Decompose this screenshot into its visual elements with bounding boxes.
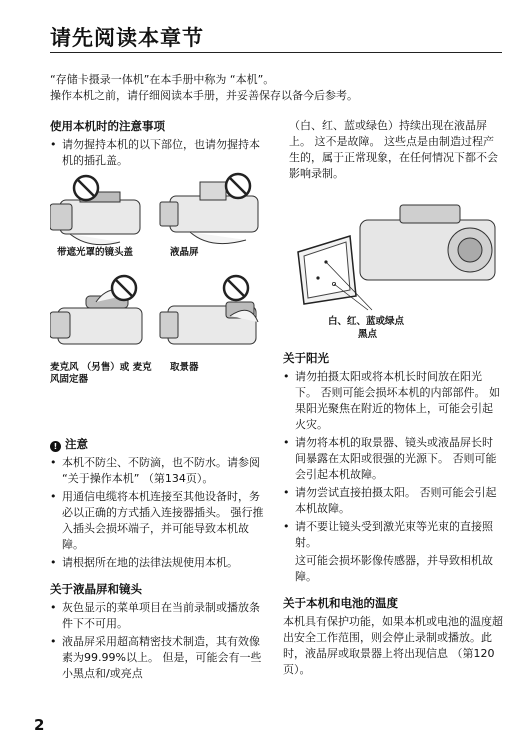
right-column-top [283,118,503,182]
laser-note: 这可能会损坏影像传感器，并导致相机故障。 [295,554,493,583]
sun-bullet: • 请不要让镜头受到激光束等光束的直接照射。 [283,519,503,551]
caution-bullet: • 用通信电缆将本机连接至其他设备时，务必以正确的方式插入连接器插头。 强行推入插头会损坏端子，并可能导致本机故障。 [50,489,265,553]
intro-line-2: 操作本机之前，请仔细阅读本手册，并妥善保存以备今后参考。 [50,89,358,102]
sun-bullet: • 请勿将本机的取景器、镜头或液晶屏长时间暴露在太阳或很强的光源下。 否则可能会引起本机故障。 [283,435,503,483]
sun-heading: 关于阳光 [283,351,329,365]
lcd-continued-paragraph: （白、红、蓝或绿色）持续出现在液晶屏上。 这不是故障。 这些点是由制造过程产生的，属于正常现象，在任何情况下都不会影响录制。 [289,119,498,180]
usage-list [50,137,265,169]
caution-bullet: • 请根据所在地的法律法规使用本机。 [50,555,265,571]
camera-lcd-figure [160,174,258,244]
lcd-dots-illustration [290,200,505,315]
caution-heading-text: 注意 [65,437,89,451]
left-column [50,118,265,171]
right-column-lower [283,350,503,678]
usage-heading: 使用本机时的注意事项 [50,119,165,133]
page-title: 请先阅读本章节 [50,26,204,50]
grip-illustration-bottom [50,272,265,360]
title-divider [50,52,502,53]
usage-bullet: • 请勿握持本机的以下部位，也请勿握持本机的插孔盖。 [50,137,265,169]
caption-viewfinder: 取景器 [170,362,199,373]
camera-lens-hood-figure [50,176,140,245]
caution-bullet: • 本机不防尘、不防滴，也不防水。请参阅 “关于操作本机” （第134页）。 [50,455,265,487]
lcd-lens-heading: 关于液晶屏和镜头 [50,582,142,596]
lcd-lens-list [50,600,265,682]
caution-list [50,455,265,571]
caution-icon: ! [50,441,61,452]
dots-caption-black: 黑点 [358,329,378,340]
dots-caption-colored: 白、红、蓝或绿点 [328,316,405,327]
caption-lens-hood: 带遮光罩的镜头盖 [57,247,134,258]
sun-bullet: • 请勿拍摄太阳或将本机长时间放在阳光下。 否则可能会损坏本机的内部部件。 如果阳光聚焦在附近的物体上，可能会引起火灾。 [283,369,503,433]
sun-list [283,369,503,551]
temperature-heading: 关于本机和电池的温度 [283,596,398,610]
temperature-paragraph: 本机具有保护功能，如果本机或电池的温度超出安全工作范围，则会停止录制或播放。此时，液晶屏或取景器上将出现信息 （第120页）。 [283,615,503,676]
intro-text [50,72,502,104]
camera-mic-figure [50,276,142,344]
left-column-lower [50,436,265,684]
camera-viewfinder-figure [160,276,258,344]
intro-line-1: “存储卡摄录一体机”在本手册中称为 “本机”。 [50,73,275,86]
page-number: 2 [34,716,45,734]
caption-lcd: 液晶屏 [170,247,199,258]
grip-illustration-top [50,172,265,252]
lcd-lens-bullet: • 灰色显示的菜单项目在当前录制或播放条件下不可用。 [50,600,265,632]
lcd-lens-bullet: • 液晶屏采用超高精密技术制造，其有效像素为99.99%以上。 但是，可能会有一些小黑点和/或亮点 [50,634,265,682]
caution-heading [50,436,265,452]
sun-bullet: • 请勿尝试直接拍摄太阳。 否则可能会引起本机故障。 [283,485,503,517]
caption-mic: 麦克风 （另售）或 麦克风固定器 [50,362,152,385]
